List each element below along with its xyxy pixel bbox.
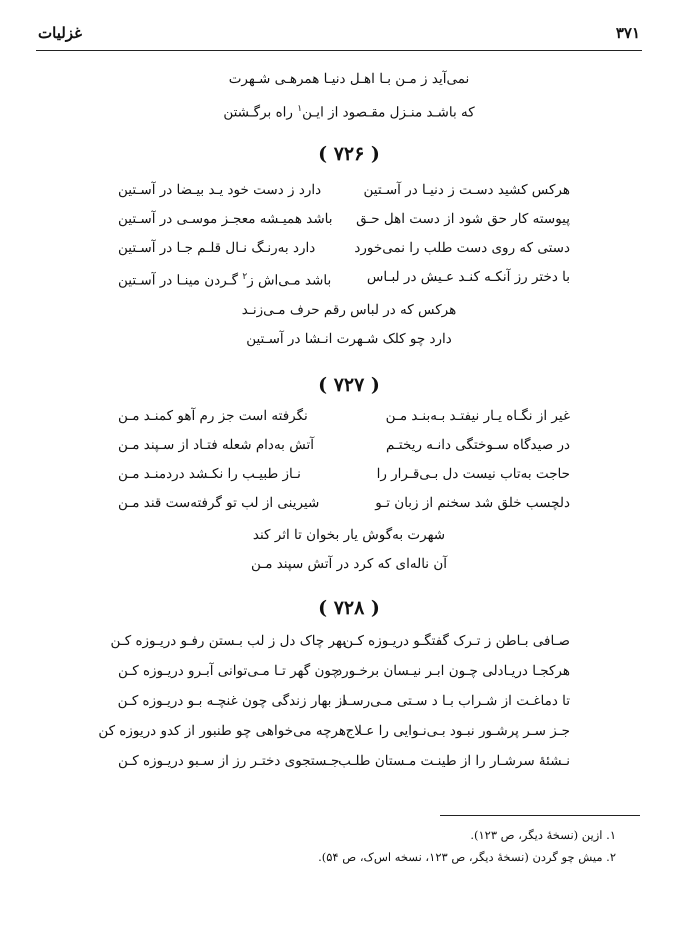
verse-row [0, 204, 698, 234]
verse-row [0, 401, 698, 431]
hemistich-second: دارد ز دست خود یـد بیـضا در آسـتین [118, 182, 322, 198]
page-number: ۳۷۱ [615, 24, 640, 42]
hemistich-second: چون گهر تـا مـی‌توانی آبـرو دریـوزه کـن [118, 663, 340, 679]
footnote-divider [440, 815, 640, 816]
hemistich-second: شیرینی از لب تو گرفته‌ست قند مـن [118, 495, 320, 511]
verse-row [0, 746, 698, 776]
verse-row [0, 262, 698, 292]
hemistich-second: از بهار زندگی چون غنچـه بـو دریـوزه کـن [117, 693, 346, 709]
hemistich-first: پیوسته کار حق شود از دست اهل حـق [356, 211, 570, 227]
verse-row [0, 686, 698, 716]
page-header [38, 24, 640, 46]
hemistich-first: حاجت به‌تاب نیست دل بـی‌قـرار را [376, 466, 570, 482]
verse-row [0, 716, 698, 746]
header-divider [36, 50, 642, 51]
hemistich-first: در صیدگاه سـوختگی دانـه ریختـم [385, 437, 570, 453]
hemistich-first: غیر از نگـاه یـار نیفتـد بـه‌بنـد مـن [385, 408, 570, 424]
hemistich-first: تا دماغـت از شـراب بـا د سـتی مـی‌رسـد [341, 693, 570, 709]
closing-line-1: شهرت به‌گوش یار بخوان تا اثر کند [252, 527, 446, 543]
intro-line-1: نمی‌آید ز مـن بـا اهـل دنیـا همرهـی شـهرت [228, 71, 470, 87]
hemistich-first: جـز سـر پرشـور نبـود بـی‌نـوایی را عـلاج [345, 723, 570, 739]
hemistich-first: دستی که روی دست طلب را نمی‌خورد [354, 240, 570, 256]
hemistich-first: هرکجـا دریـادلی چـون ابـر نیـسان برخـورد [336, 663, 570, 679]
hemistich-second: نـاز طبیـب را نکـشد دردمنـد مـن [118, 466, 301, 482]
hemistich-first: دلچسب خلق شد سخنم از زبان تـو [375, 495, 570, 511]
ghazal-number: ( ۷۲۶ ) [318, 143, 380, 165]
footnote-marker: ۱ [297, 104, 303, 114]
hemistich-second: نگرفته است جز رم آهو کمنـد مـن [118, 408, 308, 424]
footnote: ۲. میش چو گردن (نسخهٔ دیگر، ص ۱۲۳، نسخه اس‌ک، ص ۵۴). [318, 850, 616, 864]
verse-row [0, 175, 698, 205]
hemistich-second: جـستجوی دختـر رز از سـبو دریـوزه کـن [118, 753, 340, 769]
hemistich-second: آتش به‌دام شعله فتـاد از سـپند مـن [118, 437, 314, 453]
verse-row [0, 233, 698, 263]
hemistich-first: صـافی بـاطن ز تـرک گفتگـو دریـوزه کـن [343, 633, 570, 649]
hemistich-second: باشد همیـشه معجـز موسـی در آسـتین [118, 211, 333, 227]
verse-row [0, 459, 698, 489]
closing-line-2: دارد چو کلک شـهرت انـشا در آسـتین [246, 331, 452, 347]
footnote-marker: ۲ [242, 272, 248, 282]
closing-line-1: هرکس که در لباس رقم حرف مـی‌زنـد [241, 302, 457, 318]
closing-line-2: آن ناله‌ای که کرد در آتش سپند مـن [250, 556, 448, 572]
hemistich-second: دارد به‌رنـگ نـال قلـم جـا در آسـتین [118, 240, 316, 256]
hemistich-first: هرکس کشید دسـت ز دنیـا در آسـتین [363, 182, 570, 198]
footnote: ۱. ازین (نسخهٔ دیگر، ص ۱۲۳). [470, 828, 616, 842]
verse-row [0, 626, 698, 656]
verse-row [0, 430, 698, 460]
ghazal-number: ( ۷۲۷ ) [318, 374, 380, 396]
verse-row [0, 656, 698, 686]
ghazal-number: ( ۷۲۸ ) [318, 597, 380, 619]
verse-row [0, 488, 698, 518]
hemistich-second: بهر چاک دل ز لب بـستن رفـو دریـوزه کـن [110, 633, 346, 649]
intro-line-2: که باشـد منـزل مقـصود از ایـن$^۱$ راه برگـشتن [223, 104, 475, 121]
hemistich-first: نـشئهٔ سرشـار را از طینـت مـستان طلـب [338, 753, 570, 769]
hemistich-second: باشد مـی‌اش ز$^۲$ گـردن مینـا در آسـتین [118, 272, 332, 289]
running-title: غزلیات [38, 24, 82, 42]
hemistich-second: هرچه می‌خواهی چو طنبور از کدو دریوزه کن [98, 723, 346, 739]
hemistich-first: با دختر رز آنکـه کنـد عـیش در لبـاس [366, 269, 570, 285]
